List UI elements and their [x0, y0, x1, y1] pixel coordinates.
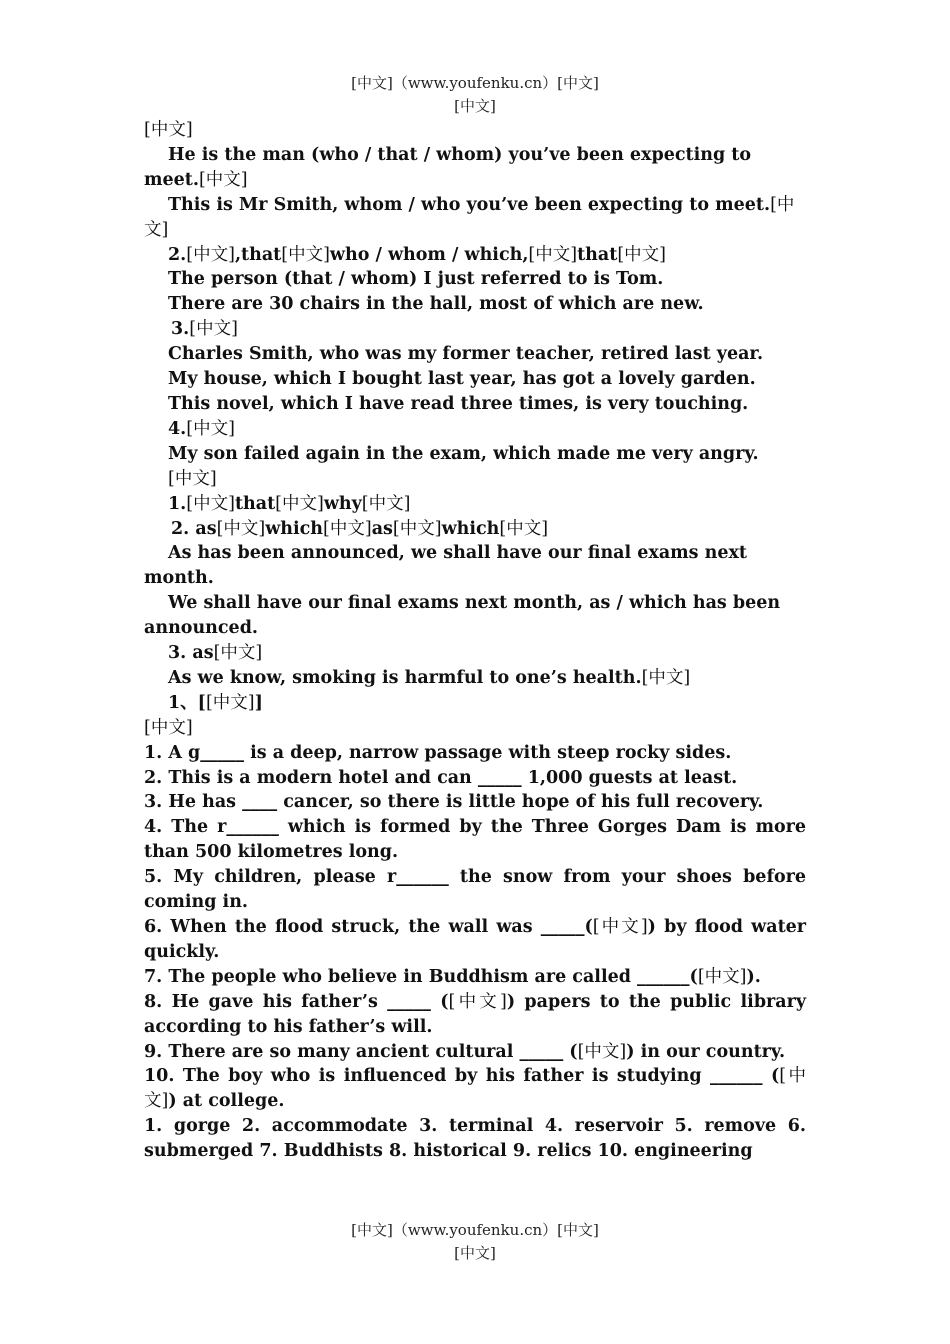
- example-2-en: This is Mr Smith, whom / who you’ve been expecting to meet.: [168, 194, 771, 215]
- example-2-zh: [中文]: [144, 194, 795, 240]
- example-10-en: We shall have our final exams next month, as / which has been announced.: [144, 593, 781, 639]
- exercise-text: 6. When the flood struck, the wall was _____(: [144, 917, 593, 937]
- answer-key: [144, 1114, 806, 1164]
- page-footer: [0, 1219, 950, 1265]
- paragraph-1: [中文]: [144, 120, 193, 140]
- example-7: [144, 392, 806, 417]
- example-1: [144, 143, 806, 193]
- example-1-en: He is the man (who / that / whom) you’ve been expecting to meet.: [144, 144, 752, 190]
- exercise-item: [144, 790, 806, 815]
- exercise-hint: [中文]: [144, 1066, 806, 1112]
- rule-2-text: [中文]: [617, 244, 666, 265]
- example-11-zh: [中文]: [641, 667, 691, 688]
- note-2-term: which: [441, 518, 500, 539]
- note-2-number: 2. as: [171, 518, 217, 539]
- example-11-en: As we know, smoking is harmful to one’s health.: [168, 667, 642, 688]
- document-body: [144, 118, 806, 1164]
- example-3: [144, 267, 806, 292]
- section-title: [144, 691, 806, 716]
- exercise-hint: [中文]: [577, 1041, 627, 1062]
- note-2-term: as: [371, 518, 393, 539]
- rule-2-text: [中文]: [281, 244, 330, 265]
- rule-4-number: 4.: [168, 418, 187, 439]
- rule-2: [144, 243, 806, 268]
- exercise-text: ) at college.: [168, 1091, 285, 1112]
- rule-2-text: [中文]: [528, 244, 578, 265]
- example-4: [144, 292, 806, 317]
- example-3-en: The person (that / whom) I just referred to is Tom.: [168, 269, 664, 290]
- exercise-item: [144, 1040, 806, 1065]
- exercise-text: 4. The r______ which is formed by the Three Gorges Dam is more than 500 kilometres long.: [144, 817, 806, 863]
- example-5: [144, 342, 806, 367]
- example-8: [144, 442, 806, 467]
- exercise-list: [144, 741, 806, 1115]
- exercise-text: 5. My children, please r______ the snow from your shoes before coming in.: [144, 867, 806, 913]
- note-2-text: [中文]: [499, 518, 549, 539]
- exercise-item: [144, 1064, 806, 1114]
- exercise-text: ) by flood water quickly.: [144, 917, 807, 962]
- exercise-text: ) papers to the public library according to his father’s will.: [144, 991, 806, 1037]
- note-3: [144, 641, 806, 666]
- note-1-term: why: [323, 493, 362, 514]
- exercise-item: [144, 815, 806, 865]
- section-title-number: 1、[: [168, 692, 206, 713]
- exercise-item: [144, 766, 806, 791]
- exercise-hint: [中文]: [697, 966, 747, 987]
- example-11: [144, 666, 806, 691]
- note-3-text: [中文]: [213, 643, 263, 664]
- example-4-en: There are 30 chairs in the hall, most of which are new.: [168, 294, 704, 315]
- note-1-text: [中文]: [361, 493, 411, 514]
- rule-2-number: 2.: [168, 244, 187, 265]
- rule-3: [144, 317, 806, 342]
- note-1-text: [中文]: [275, 493, 324, 514]
- section-title-text: [中文]: [205, 692, 255, 713]
- rule-3-text: [中文]: [189, 319, 238, 340]
- example-8-en: My son failed again in the exam, which made me very angry.: [168, 443, 759, 464]
- exercise-item: [144, 915, 806, 965]
- rule-4: [144, 417, 806, 442]
- note-2-text: [中文]: [216, 518, 266, 539]
- note-1-term: that: [234, 493, 276, 514]
- exercise-item: [144, 865, 806, 915]
- exercise-text: 3. He has ____ cancer, so there is little hope of his full recovery.: [144, 792, 764, 813]
- exercise-hint: [中文]: [592, 917, 648, 937]
- exercise-item: [144, 990, 806, 1040]
- rule-2-term: ,that: [234, 244, 282, 265]
- example-7-en: This novel, which I have read three times, is very touching.: [168, 393, 749, 414]
- note-1: [144, 492, 806, 517]
- exercise-text: 1. A g_____ is a deep, narrow passage with steep rocky sides.: [144, 742, 732, 763]
- instruction: [中文]: [144, 717, 193, 738]
- note-heading: [中文]: [168, 468, 217, 489]
- example-5-en: Charles Smith, who was my former teacher, retired last year.: [168, 344, 764, 365]
- exercise-item: [144, 965, 806, 990]
- header-line-1: [中文]（www.youfenku.cn）[中文]: [351, 74, 599, 92]
- rule-2-term: who / whom / which,: [329, 244, 529, 265]
- example-9: [144, 541, 806, 591]
- example-10: [144, 591, 806, 641]
- exercise-text: 8. He gave his father’s _____ (: [144, 991, 449, 1012]
- rule-3-number: 3.: [171, 319, 190, 340]
- note-2-text: [中文]: [392, 518, 442, 539]
- example-6-en: My house, which I bought last year, has got a lovely garden.: [168, 369, 756, 390]
- footer-line-2: [中文]: [454, 1244, 496, 1262]
- note-2-term: which: [265, 518, 324, 539]
- example-1-zh: [中文]: [198, 169, 248, 190]
- exercise-item: [144, 741, 806, 766]
- exercise-text: ) in our country.: [626, 1041, 786, 1062]
- exercise-text: 10. The boy who is influenced by his father is studying ______ (: [144, 1066, 780, 1087]
- exercise-text: 7. The people who believe in Buddhism are called ______(: [144, 966, 698, 987]
- note-2: [144, 517, 806, 542]
- example-9-en: As has been announced, we shall have our final exams next month.: [144, 543, 747, 589]
- note-3-number: 3. as: [168, 643, 214, 664]
- exercise-text: ).: [746, 966, 761, 987]
- rule-2-term: that: [577, 244, 618, 265]
- note-2-text: [中文]: [323, 518, 372, 539]
- exercise-text: 9. There are so many ancient cultural _____ (: [144, 1041, 578, 1062]
- exercise-text: 2. This is a modern hotel and can _____ 1,000 guests at least.: [144, 767, 738, 788]
- rule-2-text: [中文]: [186, 244, 235, 265]
- note-1-number: 1.: [168, 493, 187, 514]
- page-header: [0, 72, 950, 118]
- example-6: [144, 367, 806, 392]
- note-1-text: [中文]: [186, 493, 235, 514]
- answer-key-text: 1. gorge 2. accommodate 3. terminal 4. reservoir 5. remove 6. submerged 7. Buddhists 8. historical 9. relics 10. engineering: [144, 1116, 806, 1162]
- exercise-hint: [中文]: [448, 991, 507, 1012]
- footer-line-1: [中文]（www.youfenku.cn）[中文]: [351, 1221, 599, 1239]
- rule-4-text: [中文]: [186, 418, 235, 439]
- section-title-bracket: ]: [254, 692, 263, 713]
- header-line-2: [中文]: [454, 97, 496, 115]
- example-2: [144, 193, 806, 243]
